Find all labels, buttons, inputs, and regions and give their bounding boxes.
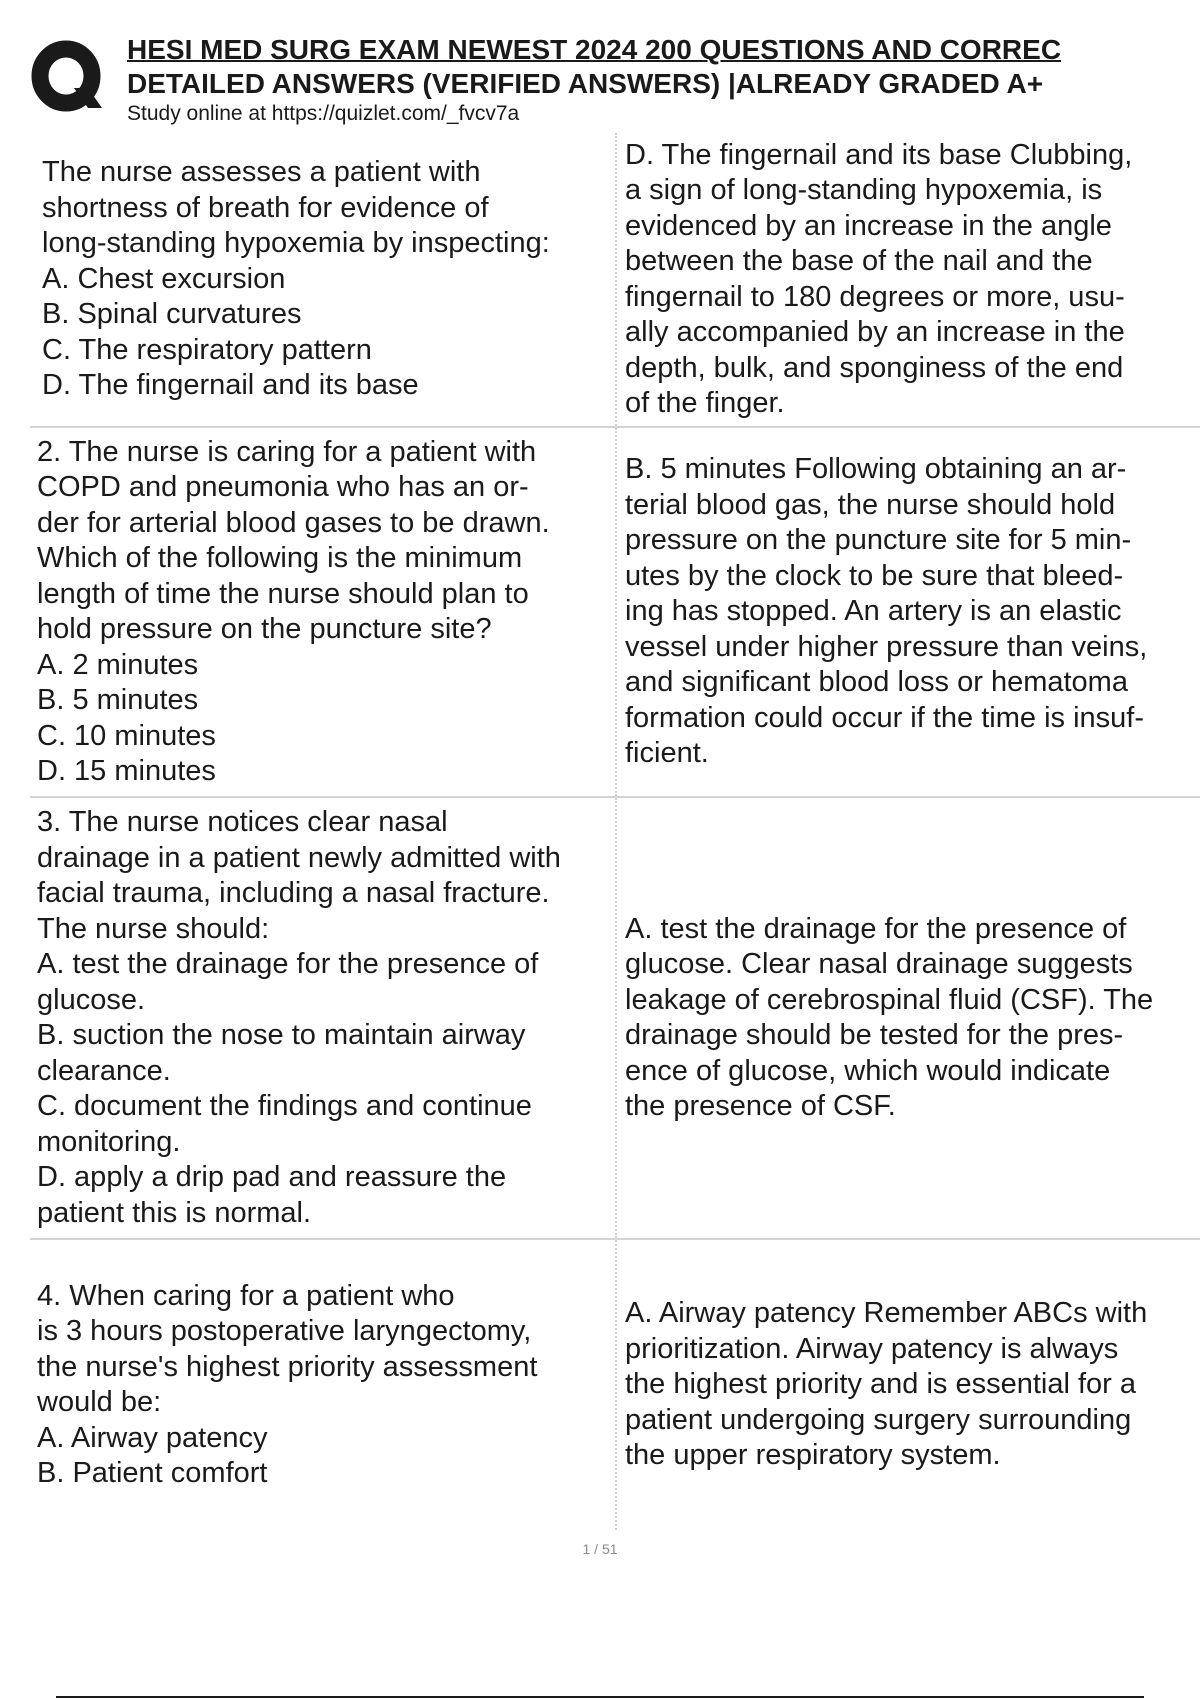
flashcard-list [30,133,1200,1530]
flashcard-answer: D. The fingernail and its base Clubbing, a sign of long-standing hypoxemia, is evidenced by an increase in the angle between the base of the nail and the fingernail to 180 degrees or more, usu- ally accompanied by an increase in the depth, bulk, and sponginess of the end of the finger. [615,133,1200,426]
flashcard-answer: A. test the drainage for the presence of glucose. Clear nasal drainage suggests leakage of cerebrospinal fluid (CSF). The drainage should be tested for the pres- ence of glucose, which would indicate the presence of CSF. [615,798,1200,1238]
flashcard-answer: A. Airway patency Remember ABCs with prioritization. Airway patency is always the highest priority and is essential for a patient undergoing surgery surrounding the upper respiratory system. [615,1240,1200,1530]
flashcard-question: 2. The nurse is caring for a patient with COPD and pneumonia who has an or- der for arterial blood gases to be drawn. Which of the following is the minimum length of time the nurse should plan to hold pressure on the puncture site? A. 2 minutes B. 5 minutes C. 10 minutes D. 15 minutes [37,435,550,787]
document-title-line1: HESI MED SURG EXAM NEWEST 2024 200 QUESTIONS AND CORREC [127,34,1062,65]
study-online-link[interactable]: Study online at https://quizlet.com/_fvcv7a [127,102,520,125]
flashcard [30,428,1200,798]
quizlet-q-logo-icon [30,38,108,116]
flashcard [30,1240,1200,1530]
page-number: 1 / 51 [582,1541,618,1557]
document-header [30,28,1200,128]
footer-divider [56,1696,1144,1698]
flashcard-question: 4. When caring for a patient who is 3 hours postoperative laryngectomy, the nurse's highest priority assessment would be: A. Airway patency B. Patient comfort [37,1279,538,1489]
flashcard-answer: B. 5 minutes Following obtaining an ar- terial blood gas, the nurse should hold pressure on the puncture site for 5 min- utes by the clock to be sure that bleed- ing has stopped. An artery is an elastic vessel under higher pressure than veins, and significant blood loss or hematoma formation could occur if the time is insuf- ficient. [615,428,1200,796]
document-title-line2: DETAILED ANSWERS (VERIFIED ANSWERS) |ALREADY GRADED A+ [127,68,1044,99]
flashcard [30,133,1200,428]
flashcard-question: 3. The nurse notices clear nasal drainage in a patient newly admitted with facial trauma, including a nasal fracture. The nurse should: A. test the drainage for the presence of glucose. B. suction the nose to maintain airway clearance. C. document the findings and continue monitoring. D. apply a drip pad and reassure the patient this is normal. [37,806,561,1229]
flashcard-question: The nurse assesses a patient with shortness of breath for evidence of long-standing hypoxemia by inspecting: A. Chest excursion B. Spinal curvatures C. The respiratory pattern D. The fingernail and its base [42,156,550,402]
flashcard [30,798,1200,1240]
